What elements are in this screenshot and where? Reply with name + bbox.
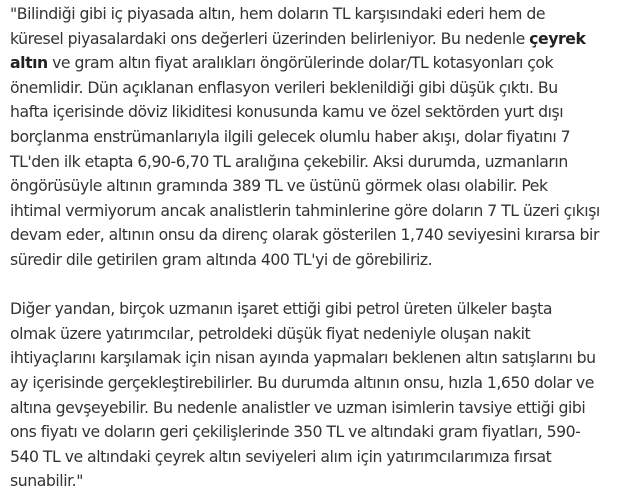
ceyrek-altin-link[interactable]: çeyrek altın xyxy=(10,28,586,73)
paragraph-1-text-after-link: ve gram altın fiyat aralıkları öngörülerinde dolar/TL kotasyonları çok önemlidir. Dün açıklanan enflasyon verileri beklenildiği gibi düşük çıktı. Bu hafta içerisinde döviz likiditesi konusunda kamu ve özel sektörden yurt dışı borçlanma enstrümanlarıyla ilgili gelecek olumlu haber akışı, dolar fiyatını 7 TL'den ilk etapta 6,90-6,70 TL aralığına çekebilir. Aksi durumda, uzmanların öngörüsüyle altının gramında 389 TL ve üstünü görmek olası olabilir. Pek ihtimal vermiyorum ancak analistlerin tahminlerine göre doların 7 TL üzeri çıkışı devam eder, altının onsu da direnç olarak gösterilen 1,740 seviyesini kırarsa bir süredir dile getirilen gram altında 400 TL'yi de görebiliriz. xyxy=(10,53,600,269)
paragraph-2: Diğer yandan, birçok uzmanın işaret ettiği gibi petrol üreten ülkeler başta olmak üzere yatırımcılar, petroldeki düşük fiyat nedeniyle oluşan nakit ihtiyaçlarını karşılamak için nisan ayında yapmaları beklenen altın satışlarını bu ay içerisinde gerçekleştirebilirler. Bu durumda altının onsu, hızla 1,650 dolar ve altına gevşeyebilir. Bu nedenle analistler ve uzman isimlerin tavsiye ettiği gibi ons fiyatı ve doların geri çekilişlerinde 350 TL ve altındaki gram fiyatları, 590- 540 TL ve altındaki çeyrek altın seviyeleri alım için yatırımcılarımıza fırsat sunabilir." xyxy=(10,299,596,491)
paragraph-1-text-before-link: "Bilindiği gibi iç piyasada altın, hem doların TL karşısındaki ederi hem de küresel piyasalardaki ons değerleri üzerinden belirleniyor. Bu nedenle xyxy=(10,4,546,48)
paragraph-1 xyxy=(10,2,623,273)
